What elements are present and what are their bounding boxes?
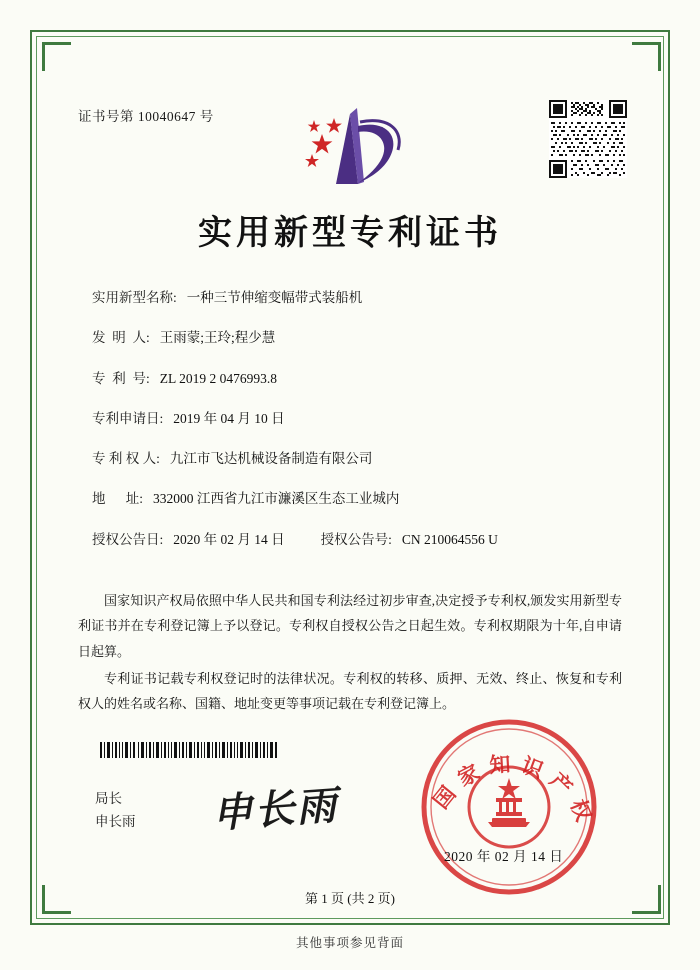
- footnote: 其他事项参见背面: [295, 936, 404, 950]
- field-row: [92, 489, 612, 509]
- seal-date: 2020 年 02 月 14 日: [444, 849, 564, 864]
- field-label-address: 地 址:: [92, 491, 144, 507]
- certificate-fields: [92, 288, 612, 570]
- field-value-patentee: 九江市飞达机械设备制造有限公司: [169, 451, 373, 466]
- field-value-patent-number: ZL 2019 2 0476993.8: [159, 370, 278, 386]
- cnipa-patent-emblem-icon: [300, 96, 406, 188]
- field-value-utility-model-name: 一种三节伸缩变幅带式装船机: [186, 290, 363, 305]
- field-label-inventor: 发 明 人:: [92, 330, 150, 346]
- barcode-icon: [100, 742, 280, 758]
- paragraph-registry-statement: 专利证书记载专利权登记时的法律状况。专利权的转移、质押、无效、终止、恢复和专利权人的姓名或名称、国籍、地址变更等事项记载在专利登记簿上。: [78, 671, 622, 712]
- certificate-number-value: 10040647: [137, 109, 196, 124]
- field-row-grant: [92, 530, 612, 550]
- page-title: 实用新型专利证书: [198, 213, 502, 253]
- field-row: [92, 288, 612, 308]
- field-label-patent-number: 专 利 号:: [92, 370, 150, 386]
- corner-ornament-top-right: [632, 42, 661, 71]
- qr-code-icon: [549, 100, 627, 178]
- legal-paragraphs: [78, 588, 622, 719]
- certificate-number-label: 证书号第: [78, 109, 134, 124]
- field-label-grant-number: 授权公告号:: [320, 531, 392, 547]
- field-label-utility-model-name: 实用新型名称:: [92, 290, 177, 305]
- field-value-inventor: 王雨蒙;王玲;程少慧: [159, 330, 276, 346]
- field-label-application-date: 专利申请日:: [92, 410, 164, 426]
- director-title-label: 局长: [95, 791, 122, 806]
- red-official-seal-icon: [420, 718, 598, 896]
- field-row: [92, 369, 612, 389]
- handwritten-signature: 申长雨: [210, 781, 340, 838]
- certificate-number-suffix: 号: [199, 109, 214, 124]
- field-value-application-date: 2019 年 04 月 10 日: [173, 410, 285, 426]
- svg-text:国家知识产权局: 国家知识产权: [427, 750, 598, 833]
- field-value-grant-date: 2020 年 02 月 14 日: [173, 531, 285, 547]
- field-row: [92, 409, 612, 429]
- field-row: [92, 449, 612, 469]
- director-name-label: 申长雨: [95, 813, 136, 829]
- signature-block: [95, 788, 136, 834]
- field-value-address: 332000 江西省九江市濂溪区生态工业城内: [153, 491, 400, 507]
- paragraph-grant-statement: 国家知识产权局依照中华人民共和国专利法经过初步审查,决定授予专利权,颁发实用新型专利证书并在专利登记簿上予以登记。专利权自授权公告之日起生效。专利权期限为十年,自申请日起算。: [78, 593, 622, 659]
- field-label-grant-date: 授权公告日:: [92, 531, 164, 547]
- field-value-grant-number: CN 210064556 U: [401, 531, 498, 547]
- certificate-number: [78, 105, 214, 125]
- field-label-patentee: 专 利 权 人:: [92, 451, 160, 466]
- page-number: 第 1 页 (共 2 页): [305, 891, 395, 906]
- field-row: [92, 328, 612, 348]
- corner-ornament-top-left: [42, 42, 71, 71]
